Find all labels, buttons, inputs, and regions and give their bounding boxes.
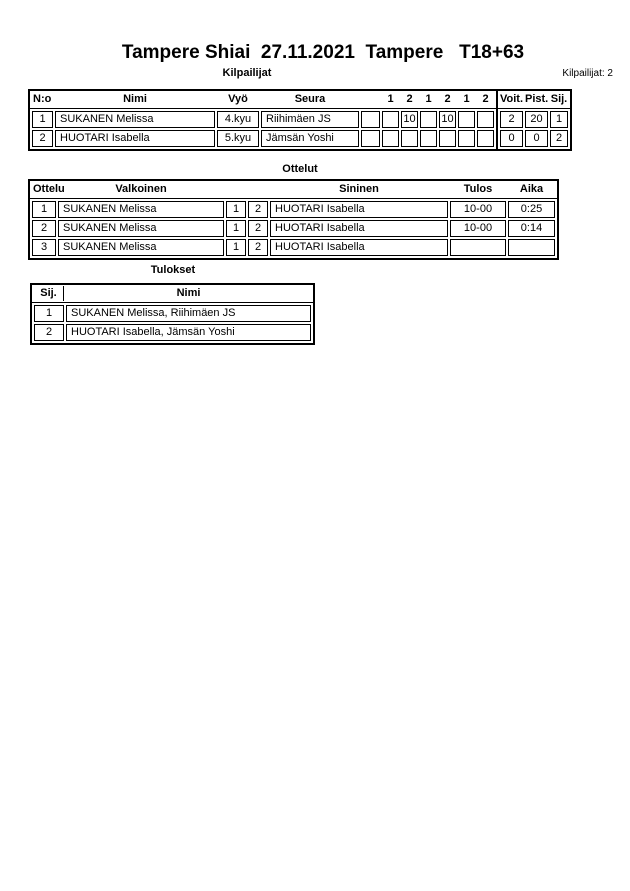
cell-no: 1 <box>32 111 53 128</box>
col-header-blue: Sininen <box>339 183 379 195</box>
table-row <box>32 239 555 256</box>
cell-place: 2 <box>550 130 568 147</box>
matches-section-title: Ottelut <box>282 163 318 175</box>
cell-score-2: 10 <box>401 111 418 128</box>
table-row <box>34 305 311 322</box>
cell-no: 2 <box>32 130 53 147</box>
cell-blue-num: 2 <box>248 201 268 218</box>
cell-score-1 <box>382 130 399 147</box>
cell-white-name: SUKANEN Melissa <box>58 220 224 237</box>
col-header-no: N:o <box>33 93 52 105</box>
table-row <box>500 130 568 147</box>
results-table <box>30 283 315 345</box>
cell-belt: 4.kyu <box>217 111 259 128</box>
col-header-name: Nimi <box>176 287 201 299</box>
col-header-name: Nimi <box>123 93 147 105</box>
col-header-white: Valkoinen <box>115 183 167 195</box>
cell-match-no: 3 <box>32 239 56 256</box>
cell-club: Jämsän Yoshi <box>261 130 359 147</box>
cell-score-6 <box>477 111 494 128</box>
cell-score-4: 10 <box>439 111 456 128</box>
cell-wins: 2 <box>500 111 523 128</box>
competitors-summary-body <box>498 109 570 149</box>
cell-time: 0:25 <box>508 201 555 218</box>
competitors-section-title: Kilpailijat <box>222 67 272 79</box>
cell-match-no: 1 <box>32 201 56 218</box>
cell-white-name: SUKANEN Melissa <box>58 201 224 218</box>
cell-white-name: SUKANEN Melissa <box>58 239 224 256</box>
cell-score-1 <box>382 111 399 128</box>
col-header-points: Pist. <box>525 93 549 105</box>
competitors-table-main <box>30 91 496 149</box>
col-header-blue-num <box>248 182 268 197</box>
cell-points: 0 <box>525 130 548 147</box>
results-section-title: Tulokset <box>150 264 196 276</box>
table-row <box>34 324 311 341</box>
cell-white-num: 1 <box>226 201 246 218</box>
col-header-score-2: 2 <box>406 93 413 105</box>
table-row <box>32 201 555 218</box>
cell-wins: 0 <box>500 130 523 147</box>
matches-header-row <box>30 181 557 199</box>
cell-place: 2 <box>34 324 64 341</box>
cell-belt: 5.kyu <box>217 130 259 147</box>
cell-name: SUKANEN Melissa <box>55 111 215 128</box>
col-header-club: Seura <box>294 93 326 105</box>
col-header-score-1: 1 <box>387 93 394 105</box>
cell-score-3 <box>420 130 437 147</box>
table-row <box>32 111 494 128</box>
cell-score-5 <box>458 130 475 147</box>
matches-table <box>28 179 559 260</box>
competitors-table <box>28 89 572 151</box>
cell-time <box>508 239 555 256</box>
cell-score-2 <box>401 130 418 147</box>
col-header-score-6: 2 <box>482 93 489 105</box>
competitors-table-body <box>30 109 496 149</box>
cell-name: HUOTARI Isabella <box>55 130 215 147</box>
cell-name: SUKANEN Melissa, Riihimäen JS <box>66 305 311 322</box>
cell-place: 1 <box>34 305 64 322</box>
cell-blue-num: 2 <box>248 239 268 256</box>
competitors-header-row <box>30 91 496 109</box>
col-header-place: Sij. <box>550 93 568 105</box>
col-header-score-4: 2 <box>444 93 451 105</box>
cell-blue-name: HUOTARI Isabella <box>270 220 448 237</box>
col-header-place: Sij. <box>34 286 64 301</box>
results-table-body <box>32 303 313 343</box>
cell-blue-name: HUOTARI Isabella <box>270 201 448 218</box>
col-header-white-num <box>226 182 246 197</box>
competitors-table-summary <box>496 91 570 149</box>
table-row <box>500 111 568 128</box>
competitors-count: Kilpailijat: 2 <box>562 68 613 79</box>
cell-result: 10-00 <box>450 220 506 237</box>
page-title: Tampere Shiai 27.11.2021 Tampere T18+63 <box>121 42 525 63</box>
col-header-wins: Voit. <box>500 93 524 105</box>
col-header-result: Tulos <box>463 183 493 195</box>
table-row <box>32 220 555 237</box>
cell-score-5 <box>458 111 475 128</box>
cell-result: 10-00 <box>450 201 506 218</box>
cell-score-4 <box>439 130 456 147</box>
col-header-belt: Vyö <box>228 93 248 105</box>
cell-spacer <box>361 111 380 128</box>
cell-name: HUOTARI Isabella, Jämsän Yoshi <box>66 324 311 341</box>
cell-white-num: 1 <box>226 220 246 237</box>
matches-table-body <box>30 199 557 258</box>
cell-place: 1 <box>550 111 568 128</box>
col-header-time: Aika <box>519 183 544 195</box>
col-header-match: Ottelu <box>33 183 65 195</box>
cell-spacer <box>361 130 380 147</box>
cell-time: 0:14 <box>508 220 555 237</box>
cell-blue-name: HUOTARI Isabella <box>270 239 448 256</box>
col-header-score-3: 1 <box>425 93 432 105</box>
col-header-score-5: 1 <box>463 93 470 105</box>
cell-blue-num: 2 <box>248 220 268 237</box>
cell-match-no: 2 <box>32 220 56 237</box>
competitors-summary-header-row <box>498 91 570 109</box>
cell-score-3 <box>420 111 437 128</box>
cell-club: Riihimäen JS <box>261 111 359 128</box>
cell-result <box>450 239 506 256</box>
cell-points: 20 <box>525 111 548 128</box>
results-header-row <box>32 285 313 303</box>
table-row <box>32 130 494 147</box>
cell-score-6 <box>477 130 494 147</box>
cell-white-num: 1 <box>226 239 246 256</box>
col-header-spacer <box>361 92 380 107</box>
